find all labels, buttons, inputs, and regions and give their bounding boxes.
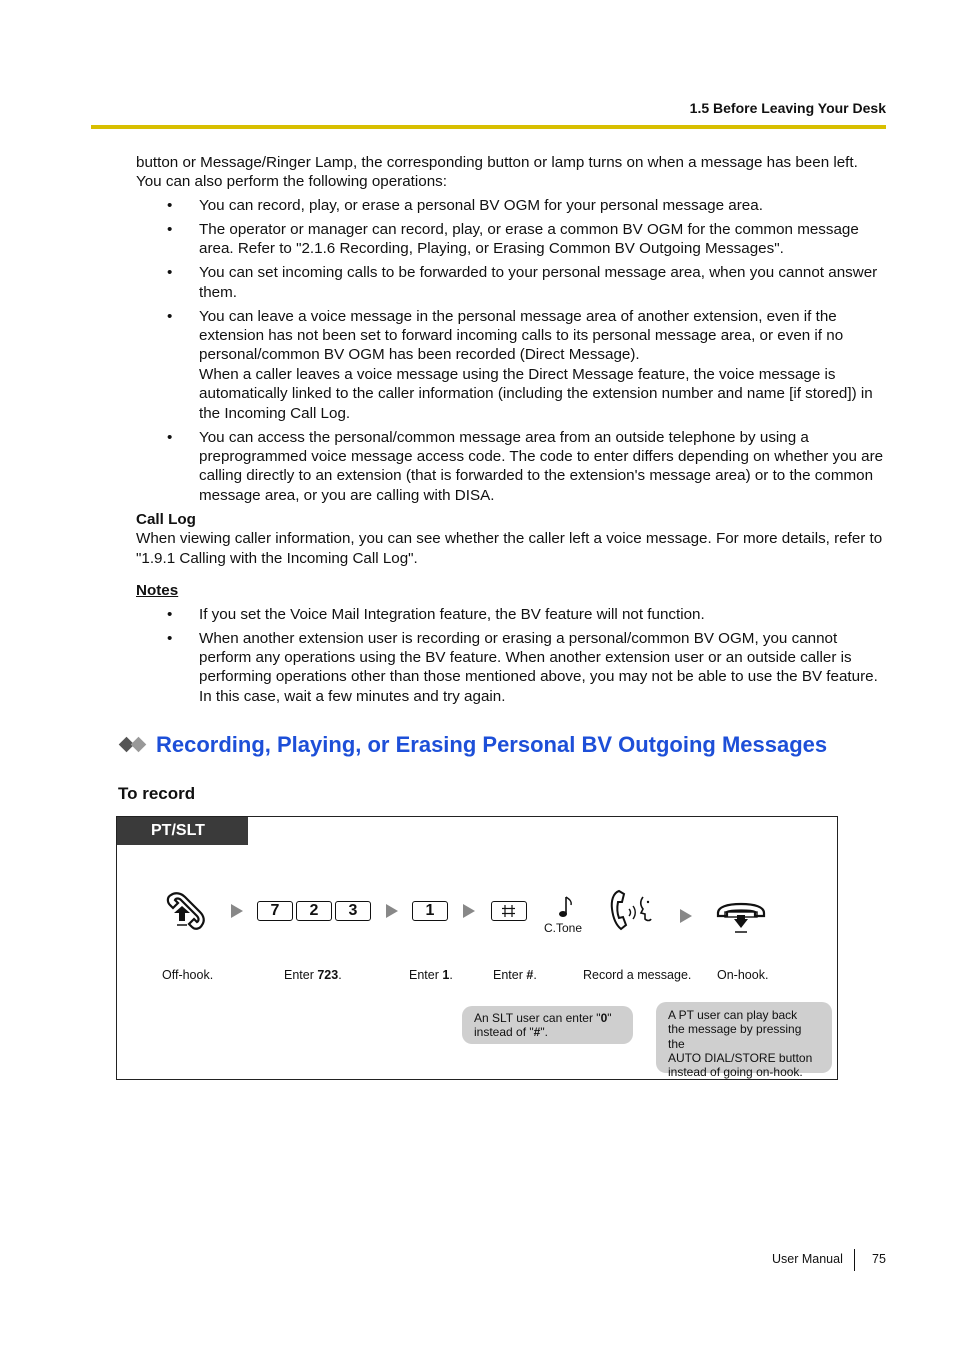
list-item: • You can record, play, or erase a personal BV OGM for your personal message area. xyxy=(136,196,888,215)
step-label-offhook: Off-hook. xyxy=(162,968,214,982)
step-label-prefix: Enter xyxy=(409,968,443,982)
bubble-line: A PT user can play back xyxy=(668,1008,798,1022)
bubble-text: An SLT user can enter " xyxy=(474,1011,601,1025)
list-item: • You can access the personal/common message area from an outside telephone by using a preprogrammed voice message access code. The code to enter differs depending on whether you are calling directly to an extension (that is forwarded to the extension's message area) or to the common message area, or you are calling with DISA. xyxy=(136,428,888,506)
confirmation-tone-icon xyxy=(557,894,575,920)
bubble-line: the message by pressing the xyxy=(668,1022,802,1051)
bubble-text: " xyxy=(607,1011,612,1025)
arrow-icon xyxy=(463,904,475,918)
list-item-text: You can leave a voice message in the personal message area of another extension, even if the extension has not been set to forward incoming calls to its personal message area, or even if no personal/common BV OGM has been recorded (Direct Message). xyxy=(199,307,844,364)
list-item: • The operator or manager can record, play, or erase a common BV OGM for the common message area. Refer to "2.1.6 Recording, Playing, or Erasing Common BV Outgoing Messages". xyxy=(136,220,888,259)
key-7: 7 xyxy=(257,901,293,921)
step-label-enter-1 xyxy=(409,968,453,982)
pt-slt-tag: PT/SLT xyxy=(117,817,248,845)
procedure-box xyxy=(116,816,838,1080)
arrow-icon xyxy=(231,904,243,918)
bubble-line: AUTO DIAL/STORE button xyxy=(668,1050,813,1065)
page-number: 75 xyxy=(872,1252,886,1266)
on-hook-icon xyxy=(715,901,767,935)
footer-divider xyxy=(854,1249,855,1271)
step-label-prefix: Enter xyxy=(493,968,527,982)
step-label-code: 1 xyxy=(442,968,450,982)
key-2: 2 xyxy=(296,901,332,921)
bubble-text: instead of " xyxy=(474,1025,534,1040)
body-text xyxy=(136,153,888,711)
call-log-heading: Call Log xyxy=(136,510,196,528)
list-item: • If you set the Voice Mail Integration feature, the BV feature will not function. xyxy=(136,605,888,624)
step-label-period: . xyxy=(338,968,342,982)
step-label-code: # xyxy=(526,968,534,982)
bubble-text: ". xyxy=(540,1025,548,1040)
intro-line-1: button or Message/Ringer Lamp, the corresponding button or lamp turns on when a message has been left. xyxy=(136,154,858,171)
header-rule xyxy=(91,125,886,129)
to-record-heading: To record xyxy=(118,784,196,803)
call-log-text: When viewing caller information, you can see whether the caller left a voice message. For more details, refer to "1.9.1 Calling with the Incoming Call Log". xyxy=(136,530,883,567)
notes-bullet-list xyxy=(136,605,888,707)
list-item: • You can set incoming calls to be forwarded to your personal message area, when you cannot answer them. xyxy=(136,263,888,302)
step-label-record: Record a message. xyxy=(583,968,692,982)
intro-line-2: You can also perform the following operations: xyxy=(136,173,447,191)
section-header: 1.5 Before Leaving Your Desk xyxy=(689,100,886,116)
hash-symbol-icon xyxy=(492,902,526,920)
section-title-text: Recording, Playing, or Erasing Personal BV Outgoing Messages xyxy=(156,732,828,757)
talking-handset-icon xyxy=(607,887,657,933)
list-item xyxy=(136,307,888,423)
step-label-enter-hash xyxy=(493,968,537,982)
key-1: 1 xyxy=(412,901,448,921)
arrow-icon xyxy=(680,909,692,923)
step-label-onhook: On-hook. xyxy=(717,968,769,982)
step-label-code: 723 xyxy=(317,968,339,982)
footer-label: User Manual xyxy=(772,1252,843,1266)
step-label-prefix: Enter xyxy=(284,968,318,982)
diamond-bullet-icon xyxy=(118,736,148,754)
bubble-bold: # xyxy=(533,1025,541,1040)
ctone-label: C.Tone xyxy=(544,921,583,935)
hash-key-icon xyxy=(491,901,527,921)
step-label-period: . xyxy=(533,968,537,982)
list-item: • When another extension user is recording or erasing a personal/common BV OGM, you cannot perform any operations using the BV feature. When another extension user or an outside caller is performing operations other than those mentioned above, you may not be able to use the BV feature. In this case, wait a few minutes and try again. xyxy=(136,629,888,707)
step-label-enter-723 xyxy=(284,968,342,982)
bubble-line xyxy=(474,1011,621,1025)
bubble-line: instead of going on-hook. xyxy=(668,1065,803,1080)
bubble-bold: 0 xyxy=(600,1011,608,1025)
slt-note-bubble xyxy=(462,1006,633,1044)
off-hook-icon xyxy=(165,891,215,931)
notes-heading: Notes xyxy=(136,582,179,600)
bubble-line xyxy=(474,1025,621,1039)
intro-bullet-list xyxy=(136,196,888,505)
pt-note-bubble xyxy=(656,1002,832,1080)
key-3: 3 xyxy=(335,901,371,921)
list-item-extra: When a caller leaves a voice message using the Direct Message feature, the voice message is automatically linked to the caller information (including the extension number and name [if stored]) in the Incoming Call Log. xyxy=(199,365,873,422)
step-label-period: . xyxy=(449,968,453,982)
section-title xyxy=(118,732,827,758)
arrow-icon xyxy=(386,904,398,918)
